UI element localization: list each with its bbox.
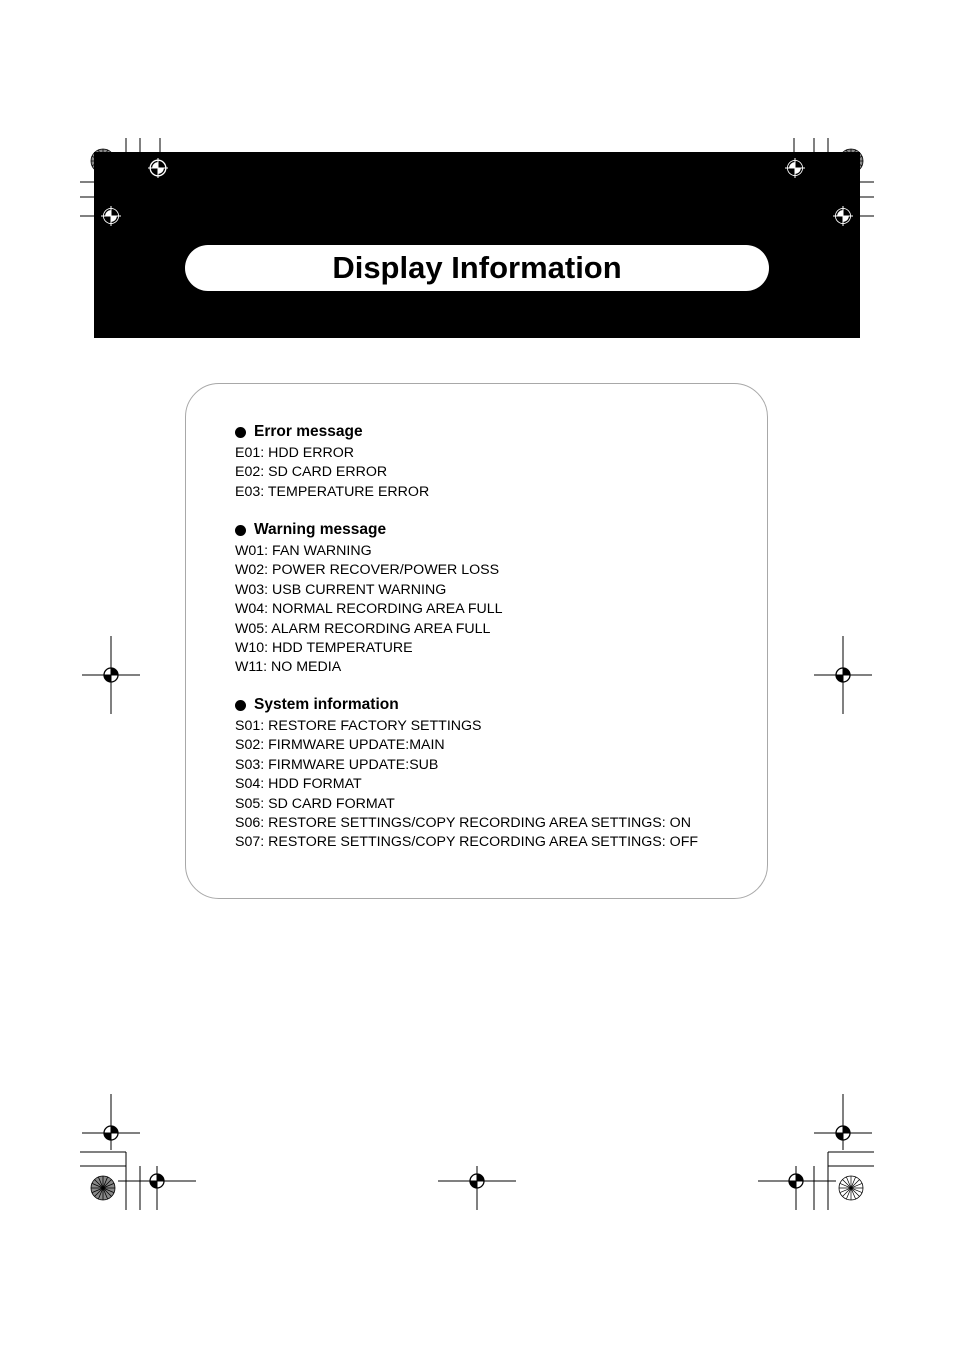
bullet-icon bbox=[235, 700, 246, 711]
list-item: S02: FIRMWARE UPDATE:MAIN bbox=[235, 737, 445, 754]
list-item: S06: RESTORE SETTINGS/COPY RECORDING AREA SETTINGS: ON bbox=[235, 815, 691, 832]
bullet-icon bbox=[235, 525, 246, 536]
list-item: E01: HDD ERROR bbox=[235, 445, 355, 461]
list-item: W05: ALARM RECORDING AREA FULL bbox=[235, 620, 491, 637]
list-item: W04: NORMAL RECORDING AREA FULL bbox=[235, 601, 503, 618]
section-heading: System information bbox=[235, 695, 698, 715]
bullet-icon bbox=[235, 427, 246, 438]
list-item: S04: HDD FORMAT bbox=[235, 776, 362, 793]
system-information-section bbox=[235, 695, 698, 853]
list-item: S03: FIRMWARE UPDATE:SUB bbox=[235, 756, 439, 773]
list-item: S07: RESTORE SETTINGS/COPY RECORDING AREA SETTINGS: OFF bbox=[235, 834, 699, 851]
error-message-section bbox=[235, 422, 429, 502]
warning-message-list bbox=[235, 542, 503, 678]
list-item: W02: POWER RECOVER/POWER LOSS bbox=[235, 562, 500, 579]
list-item: E02: SD CARD ERROR bbox=[235, 464, 388, 481]
list-item: W03: USB CURRENT WARNING bbox=[235, 581, 447, 598]
section-heading: Error message bbox=[235, 422, 429, 442]
page-title: Display Information bbox=[332, 250, 622, 285]
list-item: E03: TEMPERATURE ERROR bbox=[235, 483, 430, 500]
list-item: S01: RESTORE FACTORY SETTINGS bbox=[235, 718, 482, 734]
section-heading: Warning message bbox=[235, 520, 503, 540]
warning-message-section bbox=[235, 520, 503, 678]
page-title-pill bbox=[185, 245, 769, 291]
list-item: W01: FAN WARNING bbox=[235, 543, 372, 559]
list-item: W11: NO MEDIA bbox=[235, 659, 342, 676]
error-message-list bbox=[235, 444, 429, 502]
list-item: S05: SD CARD FORMAT bbox=[235, 795, 395, 812]
list-item: W10: HDD TEMPERATURE bbox=[235, 640, 413, 657]
system-information-list bbox=[235, 717, 698, 853]
